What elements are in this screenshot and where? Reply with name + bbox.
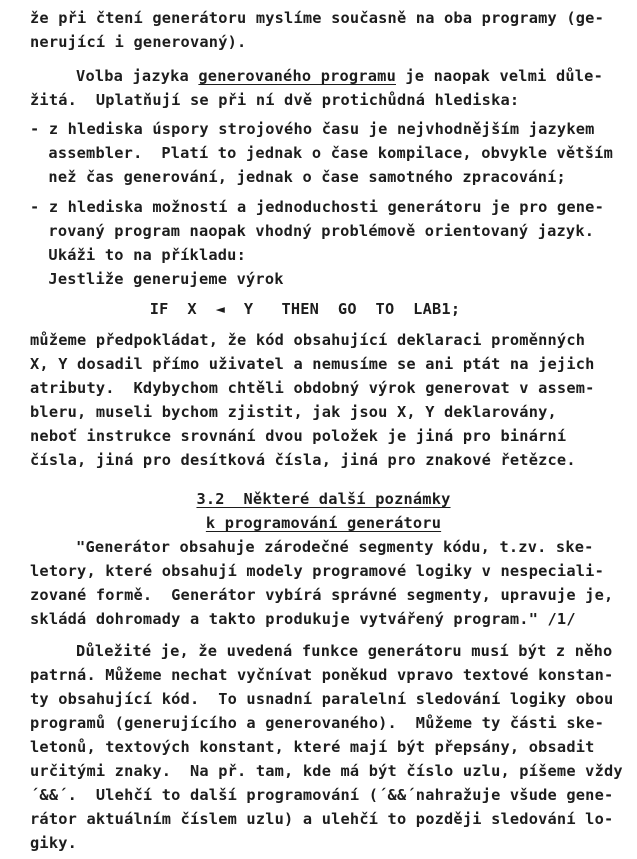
text-line: Ukáži to na příkladu: [48,246,247,264]
text-line: určitými znaky. Na př. tam, kde má být číslo uzlu, píšeme vždy [30,762,623,780]
text-line: X, Y dosadil přímo uživatel a nemusíme se ani ptát na jejich [30,355,595,373]
code-statement: IF X ◄ Y THEN GO TO LAB1; [149,300,461,318]
text-line: že při čtení generátoru myslíme současně na oba programy (ge- [30,9,604,27]
paragraph-volba [30,64,617,112]
text-line: atributy. Kdybychom chtěli obdobný výrok generovat v assem- [30,379,595,397]
text-line: ty obsahující kód. To usnadní paralelní sledování logiky obou [30,690,614,708]
text-segment: Volba jazyka [76,67,199,85]
text-line: rátor aktuálním číslem uzlu) a ulehčí to později sledování lo- [30,810,614,828]
text-segment: je naopak velmi důle- [395,67,603,85]
text-line: zované formě. Generátor vybírá správné segmenty, upravuje je, [30,586,614,604]
text-line: můžeme předpokládat, že kód obsahující deklaraci proměnných [30,331,586,349]
text-line: letory, které obsahují modely programové logiky v nespeciali- [30,562,604,580]
text-line: rovaný program naopak vhodný problémově orientovaný jazyk. [48,222,595,240]
text-line: skládá dohromady a takto produkuje vytvářený program." /1/ [30,610,576,628]
text-line: assembler. Platí to jednak o čase kompilace, obvykle větším [48,144,613,162]
text-line: bleru, museli bychom zjistit, jak jsou X, Y deklarovány, [30,403,557,421]
paragraph-muzeme [30,328,617,472]
text-line: čísla, jiná pro desítková čísla, jiná pro znakové řetězce. [30,451,576,469]
text-line: - z hlediska možností a jednoduchosti generátoru je pro gene- [30,198,604,216]
text-line: neboť instrukce srovnání dvou položek je jiná pro binární [30,427,567,445]
section-heading [30,487,617,535]
text-line: giky. [30,834,78,852]
text-line: patrná. Můžeme nechat vyčnívat poněkud vpravo textové konstan- [30,666,614,684]
paragraph-dulezite [30,639,623,855]
bullet-item-generator-simplicity [30,195,617,291]
text-line: "Generátor obsahuje zárodečné segmenty kódu, t.zv. ske- [76,538,594,556]
text-line: programů (generujícího a generovaného). Můžeme ty části ske- [30,714,604,732]
bullet-item-machine-time [30,117,617,189]
text-line: Důležité je, že uvedená funkce generátoru musí být z něho [76,642,613,660]
underlined-phrase: generovaného programu [198,67,396,85]
text-line [30,64,617,88]
section-heading-line1: 3.2 Některé další poznámky [196,490,451,508]
text-line: Jestliže generujeme výrok [48,270,284,288]
section-heading-line2: k programování generátoru [205,514,442,532]
paragraph-quote [30,535,617,631]
text-line: žitá. Uplatňují se při ní dvě protichůdná hlediska: [30,91,520,109]
text-line: - z hlediska úspory strojového času je nejvhodnějším jazykem [30,120,595,138]
text-line: ´&&´. Ulehčí to další programování (´&&´nahražuje všude gene- [30,786,614,804]
paragraph-intro [30,6,617,54]
text-line: nerující i generovaný). [30,33,247,51]
text-line: letonů, textových konstant, které mají být přepsány, obsadit [30,738,595,756]
text-line: než čas generování, jednak o čase samotného zpracování; [48,168,566,186]
